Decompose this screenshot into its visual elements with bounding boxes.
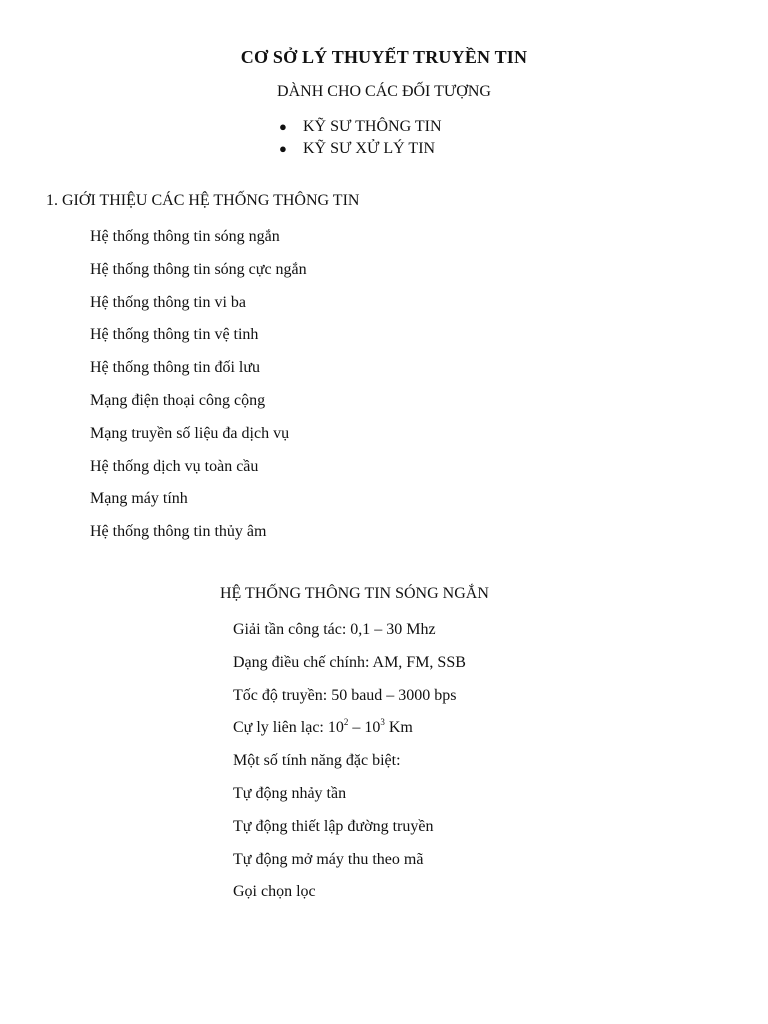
- spec-item: Gọi chọn lọc: [233, 883, 316, 901]
- list-item: Hệ thống thông tin sóng cực ngắn: [90, 260, 307, 278]
- section2-heading: HỆ THỐNG THÔNG TIN SÓNG NGẮN: [220, 585, 489, 602]
- systems-list: [90, 226, 307, 554]
- section1-heading: 1. GIỚI THIỆU CÁC HỆ THỐNG THÔNG TIN: [46, 192, 360, 209]
- list-item: Hệ thống thông tin sóng ngắn: [90, 228, 280, 245]
- list-item: Hệ thống thông tin vi ba: [90, 293, 246, 311]
- list-item: Hệ thống dịch vụ toàn cầu: [90, 457, 259, 475]
- spec-item: Dạng điều chế chính: AM, FM, SSB: [233, 653, 466, 671]
- list-item: Mạng máy tính: [90, 490, 188, 508]
- list-item: Mạng điện thoại công cộng: [90, 391, 266, 409]
- range-exp-a: 2: [343, 717, 349, 728]
- spec-item: Tự động mở máy thu theo mã: [233, 850, 424, 868]
- document-title: CƠ SỞ LÝ THUYẾT TRUYỀN TIN: [240, 47, 528, 67]
- range-exp-b: 3: [380, 717, 385, 728]
- audience-list: [279, 116, 442, 160]
- range-unit: Km: [384, 719, 413, 737]
- range-label: Cự ly liên lạc: 10: [233, 719, 344, 737]
- range-dash: –: [348, 719, 365, 737]
- bullet-icon: ●: [279, 141, 287, 156]
- audience-label: KỸ SƯ THÔNG TIN: [303, 118, 442, 135]
- document-subtitle: DÀNH CHO CÁC ĐỐI TƯỢNG: [277, 83, 491, 100]
- audience-label: KỸ SƯ XỬ LÝ TIN: [303, 140, 436, 157]
- list-item: Hệ thống thông tin vệ tinh: [90, 326, 259, 344]
- list-item: Hệ thống thông tin đối lưu: [90, 359, 260, 377]
- spec-item: Giải tần công tác: 0,1 – 30 Mhz: [233, 621, 436, 638]
- audience-item: [279, 116, 442, 138]
- bullet-icon: ●: [279, 119, 287, 134]
- audience-item: [279, 138, 442, 160]
- spec-item: Tự động thiết lập đường truyền: [233, 817, 434, 835]
- spec-item: Tốc độ truyền: 50 baud – 3000 bps: [233, 686, 457, 704]
- spec-list: [233, 619, 466, 914]
- spec-item-range: [233, 717, 466, 750]
- list-item: Hệ thống thông tin thủy âm: [90, 523, 267, 541]
- spec-item: Tự động nhảy tần: [233, 784, 347, 802]
- spec-item: Một số tính năng đặc biệt:: [233, 752, 401, 770]
- list-item: Mạng truyền số liệu đa dịch vụ: [90, 424, 290, 442]
- range-base-b: 10: [364, 719, 381, 737]
